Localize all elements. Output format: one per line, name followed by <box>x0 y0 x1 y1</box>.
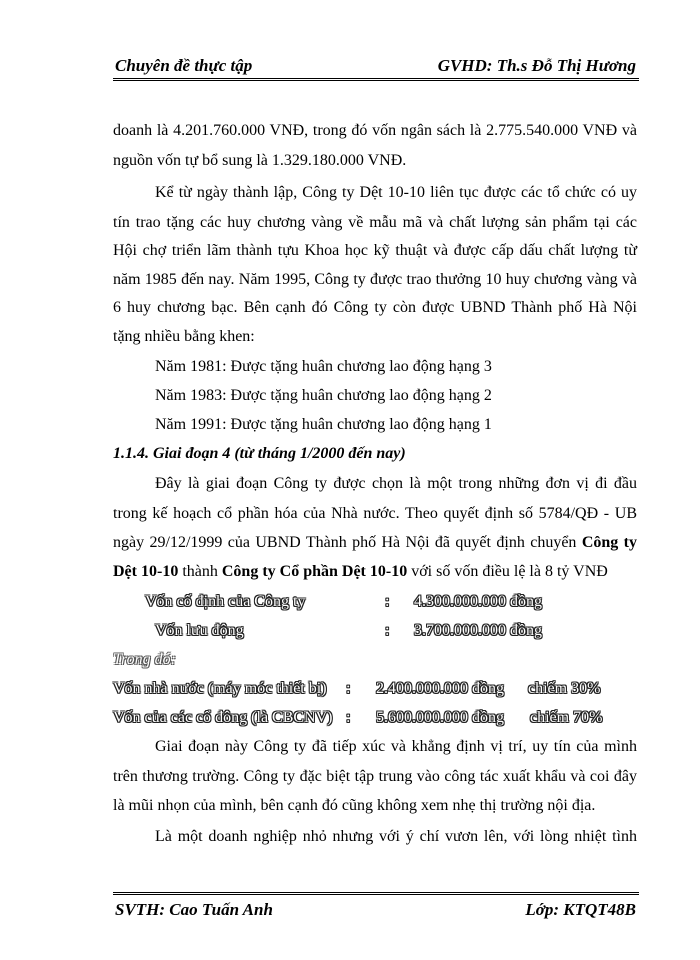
fixed-capital-label: Vốn cố định của Công ty <box>145 593 306 610</box>
award-1983: Năm 1983: Được tặng huân chương lao động hạng 2 <box>155 387 492 404</box>
header-advisor: GVHD: Th.s Đỗ Thị Hương <box>437 56 636 75</box>
share-capital-pct: chiếm 70% <box>530 709 603 726</box>
p3-line-4-bold-2: Công ty Cổ phần Dệt 10-10 <box>221 563 408 580</box>
share-capital-colon: : <box>346 709 351 726</box>
page-header <box>113 52 636 78</box>
fixed-capital-value: 4.300.000.000 đồng <box>414 593 542 610</box>
trong-do-label: Trong đó: <box>113 651 176 668</box>
share-capital-value: 5.600.000.000 đồng <box>376 709 504 726</box>
p1-line-2: nguồn vốn tự bổ sung là 1.329.180.000 VNĐ. <box>113 152 407 169</box>
footer-student: SVTH: Cao Tuấn Anh <box>115 900 273 919</box>
p4-line-1: Giai đoạn này Công ty đã tiếp xúc và khẳng định vị trí, uy tín của mình <box>155 738 637 755</box>
p3-line-3 <box>113 533 637 553</box>
p3-line-1: Đây là giai đoạn Công ty được chọn là một trong những đơn vị đi đầu <box>155 475 637 492</box>
p3-line-2: trong kế hoạch cổ phần hóa của Nhà nước. Theo quyết định số 5784/QĐ - UB <box>113 505 637 522</box>
working-capital-value: 3.700.000.000 đồng <box>414 622 542 639</box>
p3-line-3-bold: Công ty <box>581 534 638 551</box>
working-capital-label: Vốn lưu động <box>155 622 244 639</box>
fixed-capital-colon: : <box>385 593 390 610</box>
p2-line-6: tặng nhiều bằng khen: <box>113 328 255 345</box>
footer-rule <box>113 892 639 895</box>
p4-line-3: là mũi nhọn của mình, bên cạnh đó cũng không xem nhẹ thị trường nội địa. <box>113 797 596 814</box>
p3-line-4-text-2: với số vốn điều lệ là 8 tỷ VNĐ <box>407 563 608 580</box>
p3-line-4-bold-1: Dệt 10-10 <box>113 563 179 580</box>
share-capital-label: Vốn của các cổ đông (là CBCNV) <box>113 709 333 726</box>
header-topic: Chuyên đề thực tập <box>115 56 253 75</box>
state-capital-value: 2.400.000.000 đồng <box>376 680 504 697</box>
footer-class: Lớp: KTQT48B <box>525 900 636 919</box>
state-capital-colon: : <box>346 680 351 697</box>
p3-line-4-text-1: thành <box>178 563 222 580</box>
p3-line-4 <box>113 562 637 582</box>
state-capital-pct: chiếm 30% <box>528 680 601 697</box>
p2-line-5: 6 huy chương bạc. Bên cạnh đó Công ty còn được UBND Thành phố Hà Nội <box>113 299 637 316</box>
section-heading: 1.1.4. Giai đoạn 4 (từ tháng 1/2000 đến nay) <box>113 445 406 462</box>
p3-line-3-text: ngày 29/12/1999 của UBND Thành phố Hà Nội đã quyết định chuyển <box>113 534 582 551</box>
p2-line-2: tín trao tặng các huy chương vàng về mẫu mã và chất lượng sản phẩm tại các <box>113 214 637 231</box>
header-rule <box>113 78 639 81</box>
p5-line-1: Là một doanh nghiệp nhỏ nhưng với ý chí vươn lên, với lòng nhiệt tình <box>155 828 637 845</box>
p2-line-3: Hội chợ triển lãm thành tựu Khoa học kỹ thuật và được cấp dấu chất lượng từ <box>113 242 637 259</box>
working-capital-colon: : <box>385 622 390 639</box>
state-capital-label: Vốn nhà nước (máy móc thiết bị) <box>113 680 327 697</box>
p2-line-1: Kể từ ngày thành lập, Công ty Dệt 10-10 liên tục được các tổ chức có uy <box>155 184 637 201</box>
award-1981: Năm 1981: Được tặng huân chương lao động hạng 3 <box>155 358 492 375</box>
p1-line-1: doanh là 4.201.760.000 VNĐ, trong đó vốn ngân sách là 2.775.540.000 VNĐ và <box>113 122 637 139</box>
p4-line-2: trên thương trường. Công ty đặc biệt tập trung vào công tác xuất khẩu và coi đây <box>113 768 637 785</box>
p2-line-4: năm 1985 đến nay. Năm 1995, Công ty được trao thưởng 10 huy chương vàng và <box>113 271 637 288</box>
award-1991: Năm 1991: Được tặng huân chương lao động hạng 1 <box>155 416 492 433</box>
page-footer <box>113 898 636 922</box>
